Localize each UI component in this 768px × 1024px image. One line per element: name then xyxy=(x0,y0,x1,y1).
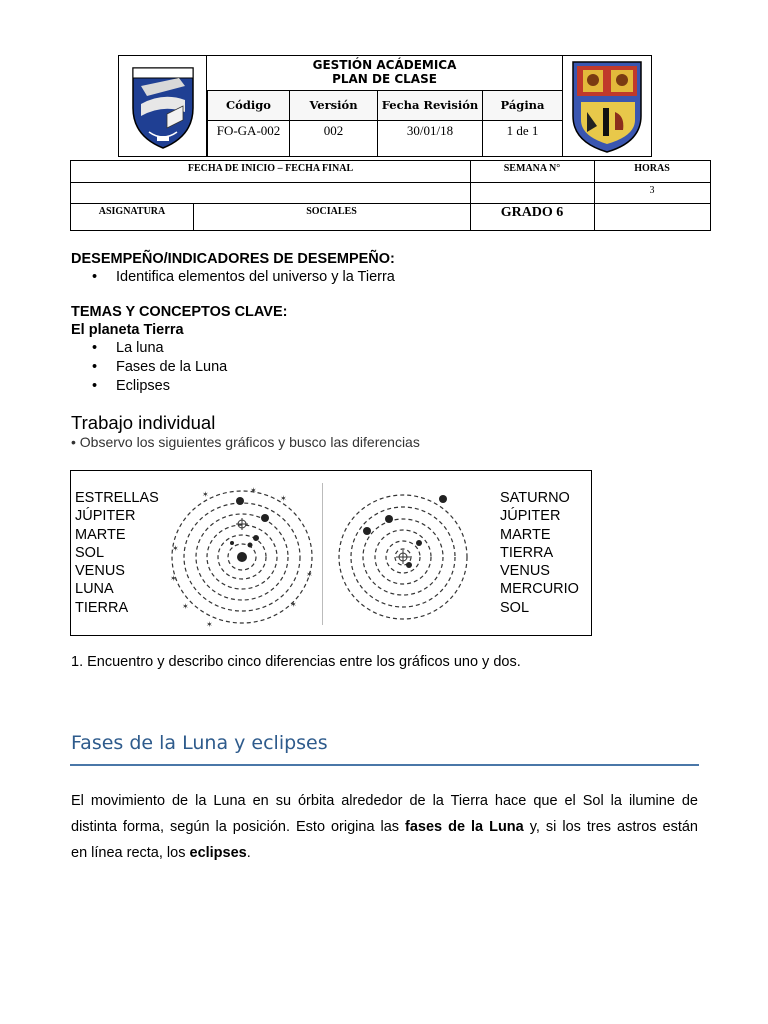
title-line-2: PLAN DE CLASE xyxy=(332,72,437,86)
trabajo-instruction: • Observo los siguientes gráficos y busco las diferencias xyxy=(71,434,420,450)
class-info-table xyxy=(70,160,711,231)
left-label: LUNA xyxy=(75,581,114,598)
fecha-inicio-final-label: FECHA DE INICIO – FECHA FINAL xyxy=(187,163,354,174)
temas-list xyxy=(92,339,227,396)
svg-text:✶: ✶ xyxy=(170,574,177,583)
fecha-revision-header: Fecha Revisión xyxy=(377,90,482,120)
left-label: ESTRELLAS xyxy=(75,490,159,506)
header-title xyxy=(207,56,562,90)
temas-heading: TEMAS Y CONCEPTOS CLAVE: xyxy=(71,304,288,320)
text-run: . xyxy=(246,845,251,861)
paragraph-line-3 xyxy=(71,840,698,866)
right-label: TIERRA xyxy=(500,544,554,561)
left-label: JÚPITER xyxy=(75,508,136,525)
left-label: TIERRA xyxy=(75,599,129,616)
fecha-revision-value: 30/01/18 xyxy=(377,120,482,156)
list-item: • Eclipses xyxy=(92,377,227,396)
svg-text:✶: ✶ xyxy=(250,486,257,495)
right-label: JÚPITER xyxy=(500,508,561,525)
heading-underline xyxy=(70,764,699,766)
school-logo-left xyxy=(119,56,207,156)
left-label: SOL xyxy=(75,544,105,561)
title-line-1: GESTIÓN ACÁDEMICA xyxy=(312,58,457,72)
svg-text:✶: ✶ xyxy=(202,490,209,499)
horas-label: HORAS xyxy=(634,163,670,174)
svg-text:✶: ✶ xyxy=(172,544,179,553)
document-control-table xyxy=(207,90,562,156)
grado-label: GRADO 6 xyxy=(500,205,564,220)
pagina-header: Página xyxy=(482,90,562,120)
version-value: 002 xyxy=(289,120,377,156)
codigo-value: FO-GA-002 xyxy=(207,120,289,156)
list-item: • Fases de la Luna xyxy=(92,358,227,377)
section-paragraph xyxy=(71,788,698,866)
horas-value: 3 xyxy=(649,185,655,196)
right-labels xyxy=(500,489,579,617)
right-label: SATURNO xyxy=(500,490,570,506)
section-heading: Fases de la Luna y eclipses xyxy=(71,732,328,754)
right-label: MARTE xyxy=(500,526,551,543)
temas-subheading: El planeta Tierra xyxy=(71,322,184,338)
document-header xyxy=(118,55,652,157)
school-logo-right xyxy=(562,56,651,156)
desempeno-list xyxy=(92,268,395,287)
codigo-header: Código xyxy=(207,90,289,120)
text-run: en línea recta, los xyxy=(71,845,190,861)
bold-term-eclipses: eclipses xyxy=(189,845,247,861)
paragraph-line-1: El movimiento de la Luna en su órbita alrededor de la Tierra hace que el Sol la ilumine de xyxy=(71,793,698,809)
coat-of-arms-icon xyxy=(563,56,652,156)
earth-center-icon xyxy=(237,552,247,562)
desempeno-heading: DESEMPEÑO/INDICADORES DE DESEMPEÑO: xyxy=(71,251,395,267)
pagina-value: 1 de 1 xyxy=(482,120,562,156)
bold-term-fases: fases de la Luna xyxy=(405,819,524,835)
trabajo-heading: Trabajo individual xyxy=(71,412,216,433)
right-label: MERCURIO xyxy=(500,581,579,598)
left-label: MARTE xyxy=(75,526,126,543)
text-run: distinta forma, según la posición. Esto origina las xyxy=(71,819,406,835)
right-label: SOL xyxy=(500,599,530,616)
left-label: VENUS xyxy=(75,563,125,580)
solar-systems-diagram xyxy=(70,470,592,636)
shield-emblem-icon xyxy=(119,56,207,156)
sun-center-icon xyxy=(396,550,410,564)
svg-text:✶: ✶ xyxy=(280,494,287,503)
semana-label: SEMANA N° xyxy=(503,163,561,174)
question-text: 1. Encuentro y describo cinco diferencias entre los gráficos uno y dos. xyxy=(71,654,521,670)
list-item: • La luna xyxy=(92,339,227,358)
left-labels xyxy=(75,489,159,617)
asignatura-label: ASIGNATURA xyxy=(98,206,166,217)
list-item: • Identifica elementos del universo y la Tierra xyxy=(92,268,395,287)
svg-text:✶: ✶ xyxy=(306,570,313,579)
paragraph-line-2 xyxy=(71,814,698,840)
heliocentric-model-drawing xyxy=(333,487,473,627)
version-header: Versión xyxy=(289,90,377,120)
svg-text:✶: ✶ xyxy=(182,602,189,611)
asignatura-value: SOCIALES xyxy=(306,206,357,217)
geocentric-model-drawing xyxy=(166,479,326,631)
text-run: y, si los tres astros están xyxy=(523,819,698,835)
svg-text:✶: ✶ xyxy=(206,620,213,629)
svg-text:✶: ✶ xyxy=(290,600,297,609)
right-label: VENUS xyxy=(500,563,550,580)
diagram-divider xyxy=(322,483,323,625)
